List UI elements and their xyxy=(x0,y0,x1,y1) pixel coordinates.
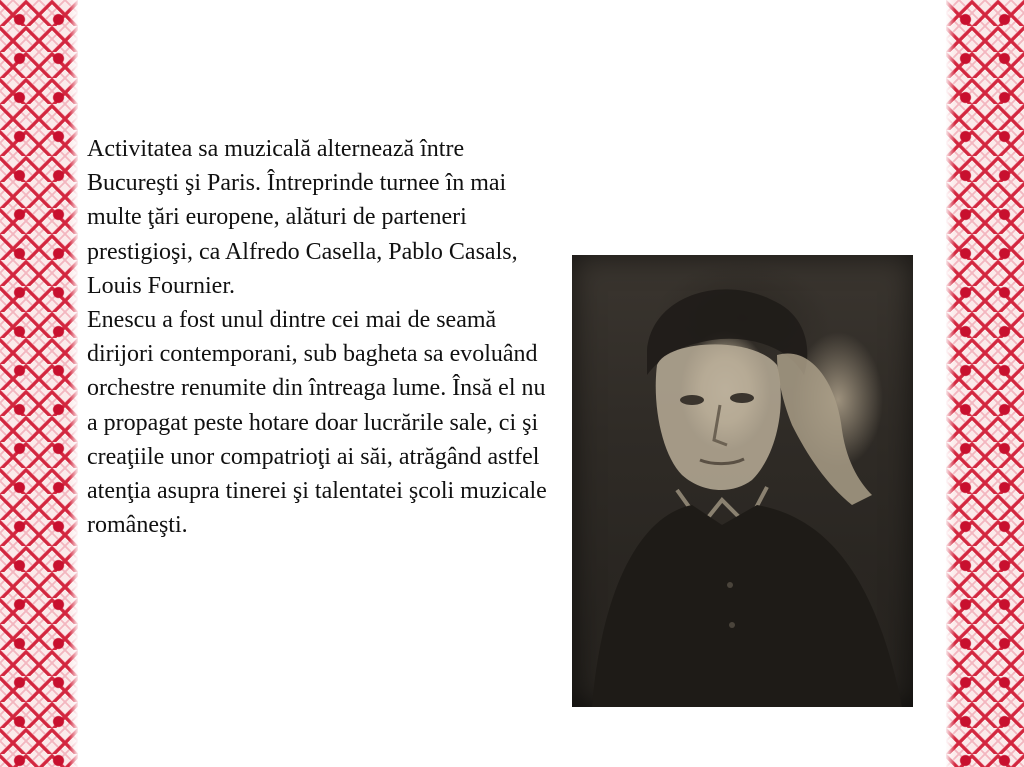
decorative-border-left xyxy=(0,0,78,767)
text-block xyxy=(87,132,557,542)
paragraph-2: Enescu a fost unul dintre cei mai de seamă dirijori contemporani, sub bagheta sa evoluând orchestre renumite din întreaga lume. Însă el nu a propagat peste hotare doar lucrările sale, ci şi creaţiile unor compatrioţi ai săi, atrăgând astfel atenţia asupra tinerei şi talentatei şcoli muzicale româneşti. xyxy=(87,307,547,539)
paragraph-1: Activitatea sa muzicală alternează între Bucureşti şi Paris. Întreprinde turnee în mai multe ţări europene, alături de parteneri prestigioşi, ca Alfredo Casella, Pablo Casals, Louis Fournier. xyxy=(87,136,518,299)
portrait-photo xyxy=(572,255,913,707)
decorative-border-right xyxy=(946,0,1024,767)
portrait-illustration xyxy=(572,255,913,707)
